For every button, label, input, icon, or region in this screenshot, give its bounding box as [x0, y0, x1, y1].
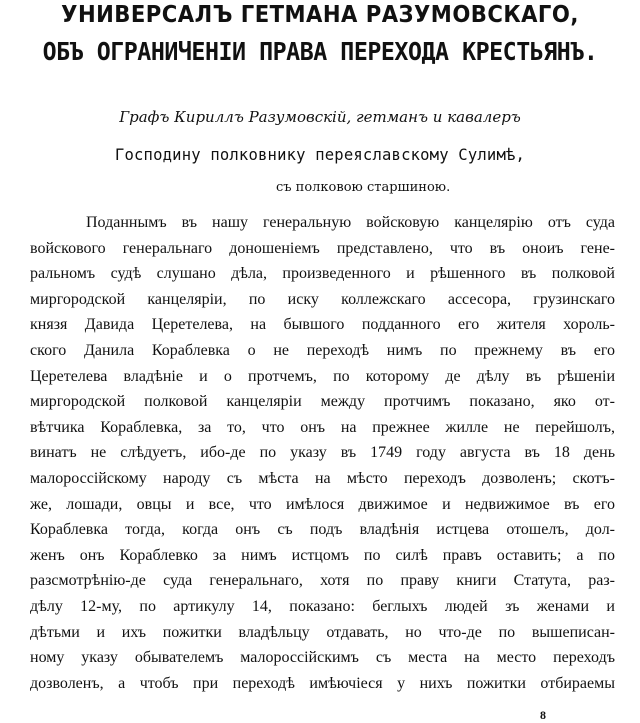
body-text	[30, 210, 615, 696]
body-line: вѣтчика Кораблевка, за то, что онъ на прежнее жилле не перейшолъ,	[30, 418, 615, 436]
title-line-2: ОБЪ ОГРАНИЧЕНІИ ПРАВА ПЕРЕХОДА КРЕСТЬЯНЪ.	[42, 37, 598, 66]
addressee-line-2: съ полковою старшиною.	[276, 180, 451, 195]
body-line: винатъ не слѣдуетъ, ибо-де по указу въ 1749 году августа въ 18 день	[30, 444, 615, 462]
body-line: ского Данила Кораблевка о не переходѣ нимъ по прежнему въ его	[30, 341, 615, 359]
body-line: Церетелева владѣніе и о протчемъ, по которому де дѣлу въ рѣшеніи	[30, 367, 615, 385]
body-line: ному указу обывателемъ малороссійскимъ съ места на место переходъ	[30, 649, 615, 667]
body-line: Кораблевка тогда, когда онъ съ подъ владѣнія истцева отошелъ, дол-	[30, 521, 615, 539]
body-line: малороссійскому народу съ мѣста на мѣсто переходъ дозволенъ; скотъ-	[30, 469, 615, 487]
body-line: разсмотрѣнію-де суда генеральнаго, хотя по праву книги Статута, раз-	[30, 572, 615, 590]
author-line: Графъ Кириллъ Разумовскій, гетманъ и кавалеръ	[119, 108, 521, 126]
body-line: дѣлу 12-му, по артикулу 14, показано: беглыхъ людей зъ женами и	[30, 597, 615, 615]
title-line-1: УНИВЕРСАЛЪ ГЕТМАНА РАЗУМОВСКАГО,	[61, 2, 579, 28]
body-line: же, лошади, овцы и все, что имѣлося движимое и недвижимое въ его	[30, 495, 615, 513]
body-line: дѣтьми и ихъ пожитки владѣльцу отдавать, но что-де по вышеписан-	[30, 623, 615, 641]
body-line: войскового генеральнаго доношеніемъ представлено, что въ оноиъ гене-	[30, 239, 615, 257]
body-line: Поданнымъ въ нашу генеральную войсковую канцелярію отъ суда	[86, 214, 615, 231]
body-line: ральномъ судѣ слушано дѣла, произведенного и рѣшенного въ полковой	[30, 265, 615, 283]
addressee-line-1: Господину полковнику переяславскому Сулимѣ,	[114, 145, 526, 164]
body-line: женъ онъ Кораблевко за нимъ истцомъ по силѣ правъ оставить; а по	[30, 546, 615, 564]
body-line: князя Давида Церетелева, на бывшого подданного его жителя хороль-	[30, 316, 615, 334]
body-line: дозволенъ, а чтобъ при переходѣ имѣючіеся у нихъ пожитки отбираемы	[30, 674, 615, 692]
page-number: 8	[540, 708, 546, 722]
body-line: миргородской канцеляріи, по иску коллежскаго ассесора, грузинскаго	[30, 290, 615, 308]
body-line: миргородской полковой канцеляріи между протчимъ показано, яко от-	[30, 393, 615, 411]
